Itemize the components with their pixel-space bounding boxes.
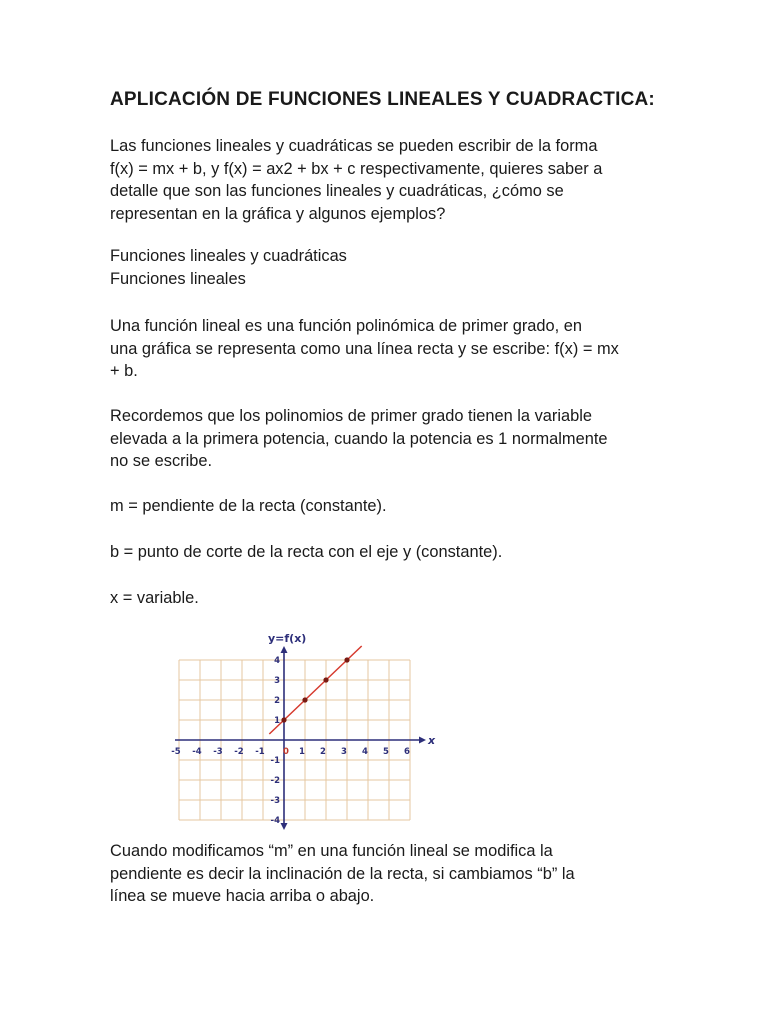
y-axis-arrow-down-icon [281, 823, 288, 830]
intro-line: representan en la gráfica y algunos ejemplos? [110, 204, 446, 223]
y-tick-label: 2 [274, 696, 280, 706]
b-definition: b = punto de corte de la recta con el eje y (constante). [110, 543, 503, 561]
definition-paragraph [110, 315, 670, 383]
x-tick-label: 0 [283, 747, 289, 757]
x-tick-label: -5 [171, 747, 181, 757]
heading-lineales: Funciones lineales [110, 269, 246, 288]
data-point [323, 677, 328, 682]
x-tick-label: 1 [299, 747, 305, 757]
intro-line: Las funciones lineales y cuadráticas se pueden escribir de la forma [110, 137, 598, 155]
x-tick-label: -4 [192, 747, 202, 757]
closing-paragraph [110, 840, 670, 908]
y-axis-label: y=f(x) [268, 632, 307, 645]
reminder-paragraph [110, 405, 670, 473]
document-title: APLICACIÓN DE FUNCIONES LINEALES Y CUADRACTICA: [110, 89, 655, 110]
x-tick-label: 3 [341, 747, 347, 757]
section-headings [110, 245, 670, 290]
y-tick-label: 1 [274, 716, 280, 726]
x-axis-arrow-icon [419, 737, 426, 744]
data-point [302, 697, 307, 702]
x-axis-label: x [428, 734, 436, 747]
definition-line: una gráfica se representa como una línea recta y se escribe: f(x) = mx [110, 339, 619, 358]
reminder-line: no se escribe. [110, 452, 213, 470]
intro-line: detalle que son las funciones lineales y cuadráticas, ¿cómo se [110, 182, 564, 200]
closing-line: Cuando modificamos “m” en una función lineal se modifica la [110, 842, 553, 860]
reminder-line: elevada a la primera potencia, cuando la potencia es 1 normalmente [110, 429, 608, 448]
definition-line: Una función lineal es una función polinómica de primer grado, en [110, 317, 582, 335]
y-tick-label: -4 [270, 816, 280, 826]
x-tick-label: 5 [383, 747, 389, 757]
y-axis-arrow-icon [281, 646, 288, 653]
y-tick-label: 4 [274, 656, 280, 666]
definition-line: + b. [110, 362, 138, 380]
intro-paragraph [110, 135, 670, 225]
data-point [344, 657, 349, 662]
data-point [281, 717, 286, 722]
m-definition: m = pendiente de la recta (constante). [110, 497, 387, 515]
x-tick-label: 6 [404, 747, 410, 757]
x-tick-label: -1 [255, 747, 265, 757]
y-tick-label: 3 [274, 676, 280, 686]
closing-line: línea se mueve hacia arriba o abajo. [110, 887, 375, 905]
y-tick-label: -1 [270, 756, 280, 766]
x-definition: x = variable. [110, 589, 199, 607]
intro-line: f(x) = mx + b, y f(x) = ax2 + bx + c respectivamente, quieres saber a [110, 159, 603, 178]
reminder-line: Recordemos que los polinomios de primer grado tienen la variable [110, 407, 592, 425]
x-tick-label: 4 [362, 747, 368, 757]
x-tick-label: 2 [320, 747, 326, 757]
heading-lineales-cuadraticas: Funciones lineales y cuadráticas [110, 247, 347, 265]
linear-function-graph [171, 628, 436, 826]
x-tick-label: -2 [234, 747, 244, 757]
closing-line: pendiente es decir la inclinación de la recta, si cambiamos “b” la [110, 864, 575, 883]
x-tick-label: -3 [213, 747, 223, 757]
y-tick-label: -2 [270, 776, 280, 786]
y-tick-label: -3 [270, 796, 280, 806]
